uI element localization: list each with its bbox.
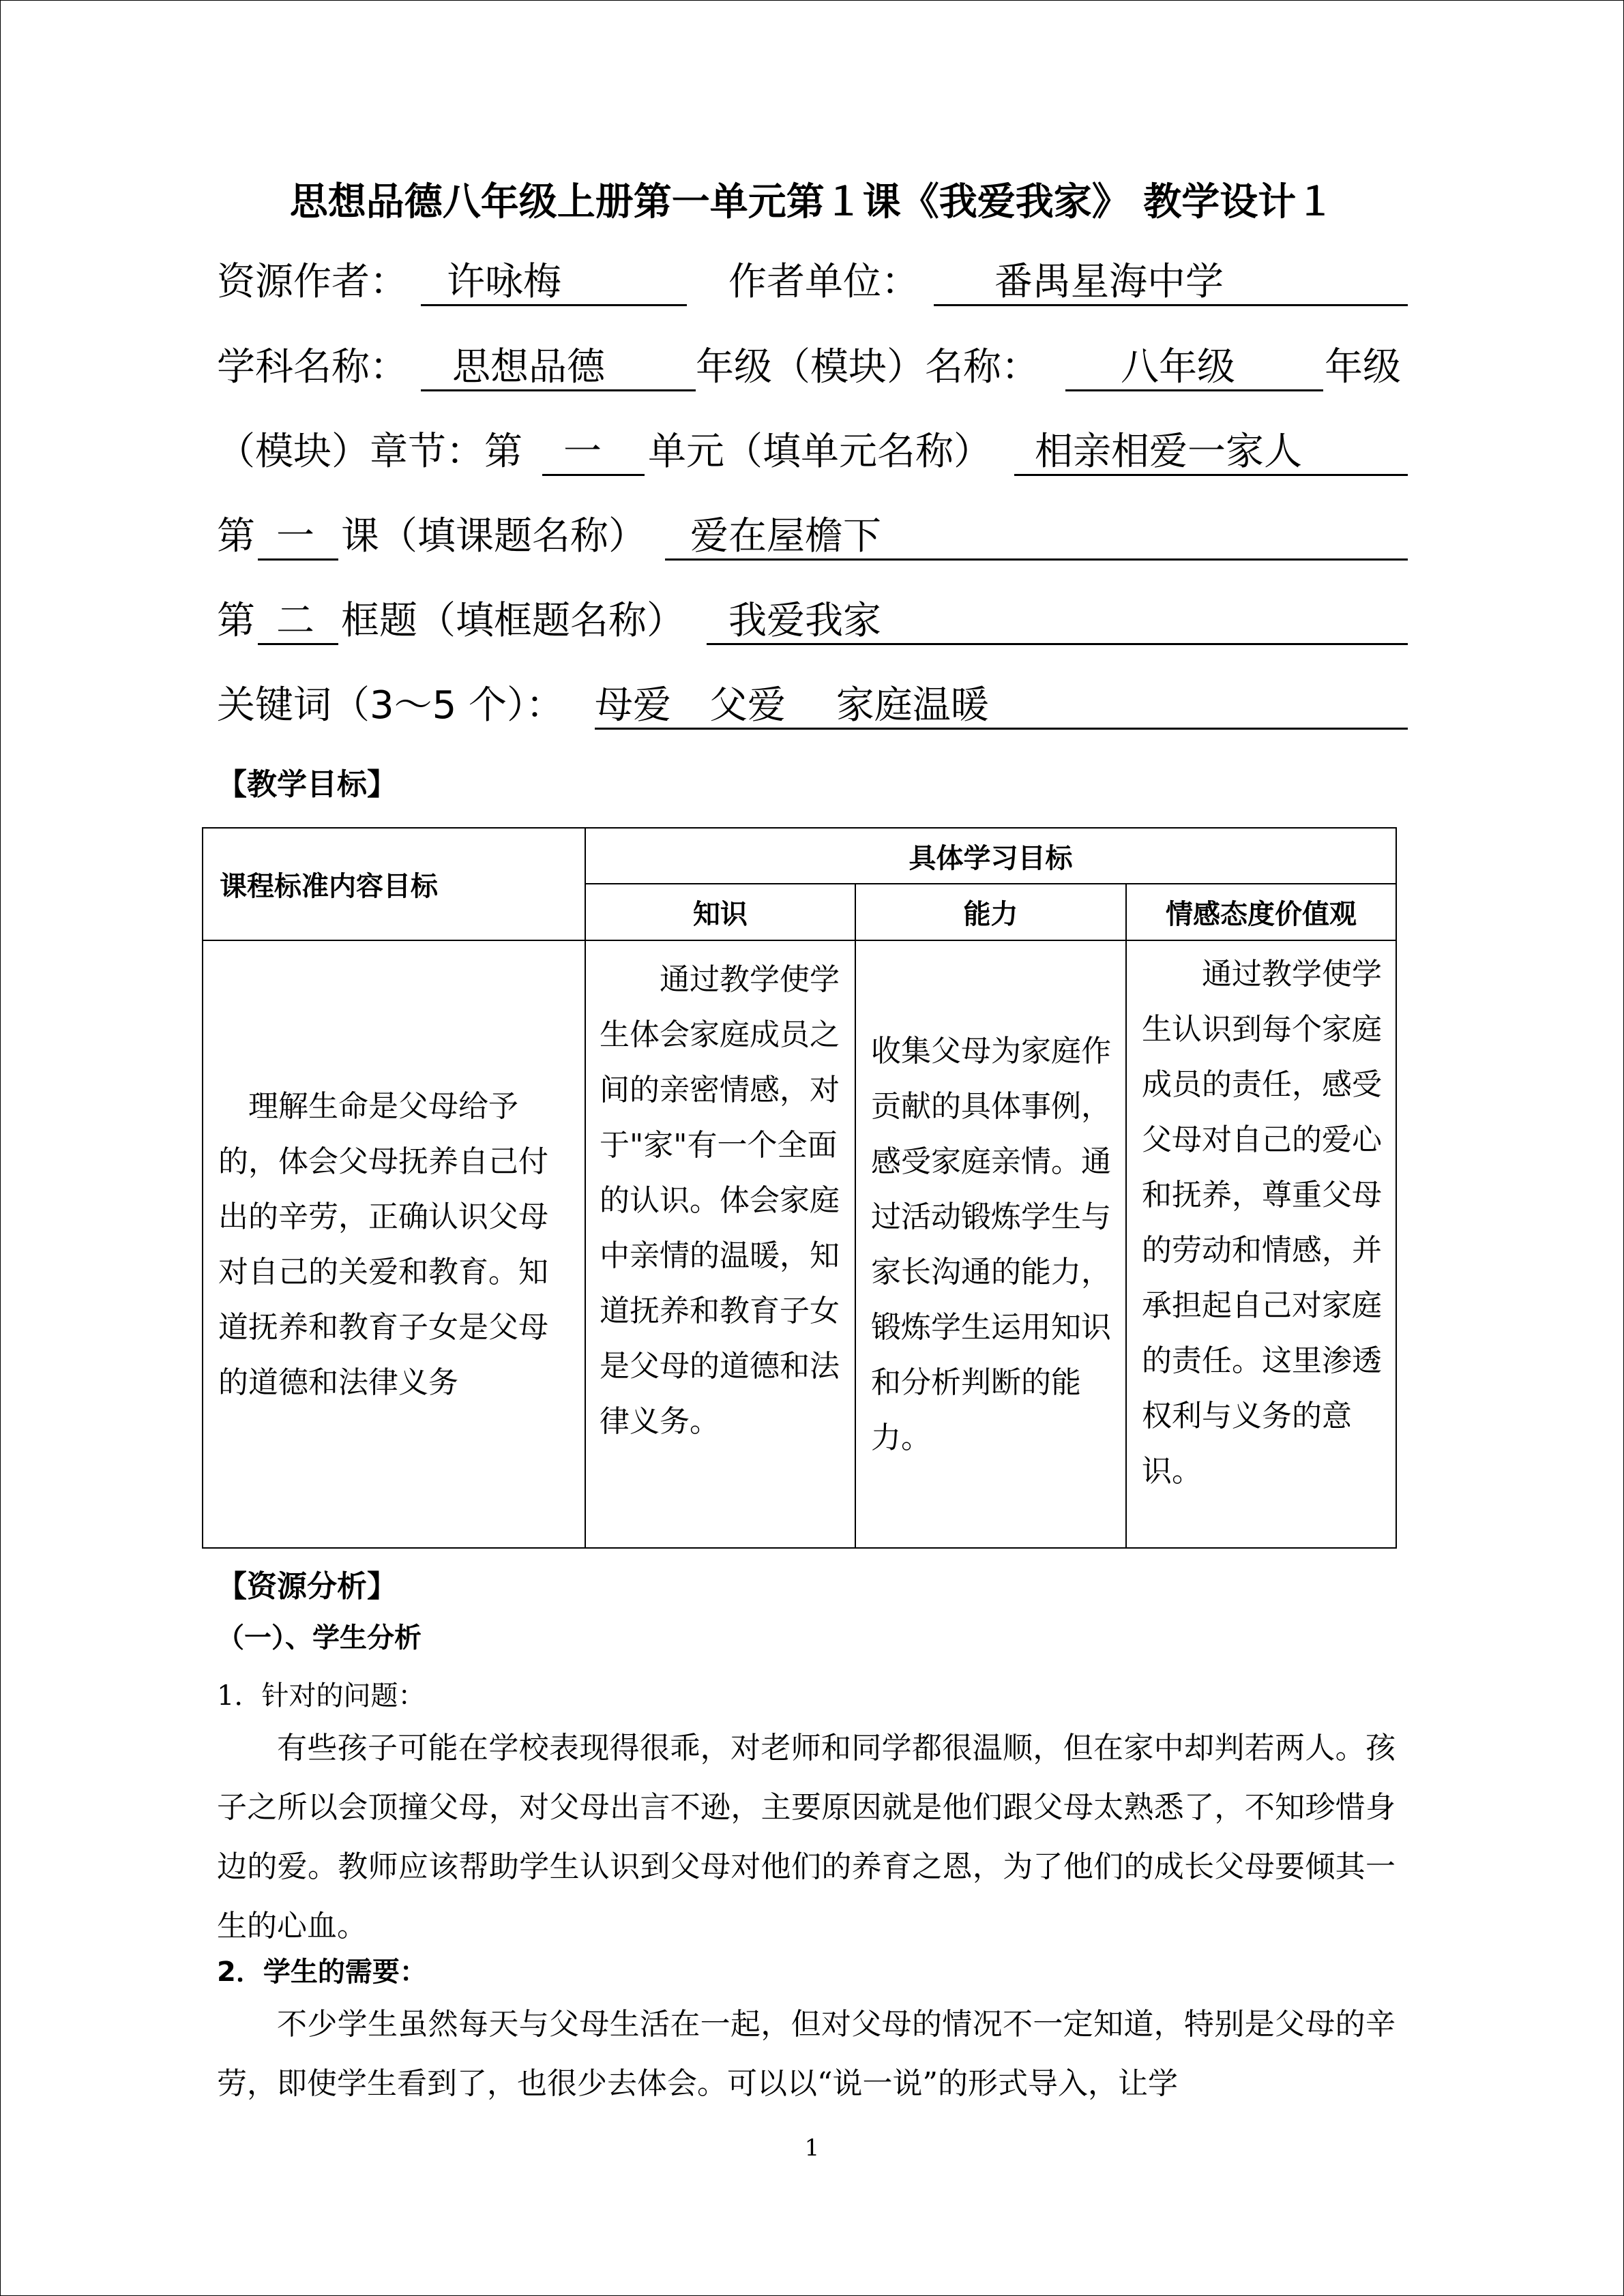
page-number: 1 xyxy=(804,2134,820,2162)
point2-paragraph: 不少学生虽然每天与父母生活在一起，但对父母的情况不一定知道，特别是父母的辛劳，即使学生看到了，也很少去体会。可以以“说一说”的形式导入，让学 xyxy=(217,2007,1396,2101)
keywords-value: 母爱 父爱 家庭温暖 xyxy=(595,683,989,728)
frame-name: 我爱我家 xyxy=(728,599,881,643)
knowledge-text: 通过教学使学生体会家庭成员之间的亲密情感，对于"家"有一个全面的认识。体会家庭中亲情的温暖，知道抚养和教育子女是父母的道德和法律义务。 xyxy=(600,962,840,1439)
unit-label: 作者单位： xyxy=(728,260,919,304)
grade-tail: 年级 xyxy=(1325,345,1401,389)
lesson-name: 爱在屋檐下 xyxy=(690,514,881,558)
resource-heading: 【资源分析】 xyxy=(217,1569,397,1604)
chapter-mid: 单元（填单元名称） xyxy=(648,430,992,474)
subject-label: 学科名称： xyxy=(217,345,408,389)
chapter-num: 一 xyxy=(563,430,602,474)
keywords-label: 关键词（3～5 个）： xyxy=(217,683,565,728)
knowledge-header: 知识 xyxy=(585,884,855,940)
lesson-num: 一 xyxy=(276,514,314,558)
subject-value: 思想品德 xyxy=(452,345,605,389)
goals-heading: 【教学目标】 xyxy=(217,767,397,802)
unit-value: 番禺星海中学 xyxy=(994,260,1224,304)
frame-num: 二 xyxy=(276,599,314,643)
ability-cell xyxy=(855,940,1126,1548)
author-label: 资源作者： xyxy=(217,260,408,304)
grade-value: 八年级 xyxy=(1121,345,1235,389)
ability-text: 收集父母为家庭作贡献的具体事例，感受家庭亲情。通过活动锻炼学生与家长沟通的能力，锻炼学生运用知识和分析判断的能力。 xyxy=(871,1033,1111,1455)
lesson-prefix: 第 xyxy=(217,514,255,558)
specific-header: 具体学习目标 xyxy=(585,828,1396,884)
values-cell xyxy=(1126,940,1396,1548)
standard-header: 课程标准内容目标 xyxy=(220,871,438,902)
ability-header: 能力 xyxy=(855,884,1126,940)
grade-label: 年级（模块）名称： xyxy=(696,345,1039,389)
standard-header-cell xyxy=(203,828,585,940)
goals-table xyxy=(202,827,1397,1549)
document-title: 思想品德八年级上册第一单元第１课《我爱我家》 教学设计１ xyxy=(289,180,1335,224)
point1-paragraph: 有些孩子可能在学校表现得很乖，对老师和同学都很温顺，但在家中却判若两人。孩子之所以会顶撞父母，对父母出言不逊，主要原因就是他们跟父母太熟悉了，不知珍惜身边的爱。教师应该帮助学生认识到父母对他们的养育之恩，为了他们的成长父母要倾其一生的心血。 xyxy=(217,1731,1396,1943)
point2-title: 2．学生的需要： xyxy=(217,1956,427,1988)
frame-prefix: 第 xyxy=(217,599,255,643)
standard-cell xyxy=(203,940,585,1548)
point1-title: 1．针对的问题： xyxy=(217,1680,426,1712)
student-analysis-subheading: （一）、学生分析 xyxy=(217,1622,422,1654)
chapter-name: 相亲相爱一家人 xyxy=(1035,430,1302,474)
chapter-label: （模块）章节：第 xyxy=(217,430,522,474)
frame-mid: 框题（填框题名称） xyxy=(341,599,685,643)
values-header: 情感态度价值观 xyxy=(1126,884,1396,940)
lesson-mid: 课（填课题名称） xyxy=(341,514,647,558)
author-value: 许咏梅 xyxy=(447,260,561,304)
standard-text: 理解生命是父母给予的，体会父母抚养自己付出的辛劳，正确认识父母对自己的关爱和教育。知道抚养和教育子女是父母的道德和法律义务 xyxy=(218,1088,548,1400)
values-text: 通过教学使学生认识到每个家庭成员的责任，感受父母对自己的爱心和抚养，尊重父母的劳动和情感，并承担起自己对家庭的责任。这里渗透权利与义务的意识。 xyxy=(1142,957,1382,1489)
knowledge-cell xyxy=(585,940,855,1548)
